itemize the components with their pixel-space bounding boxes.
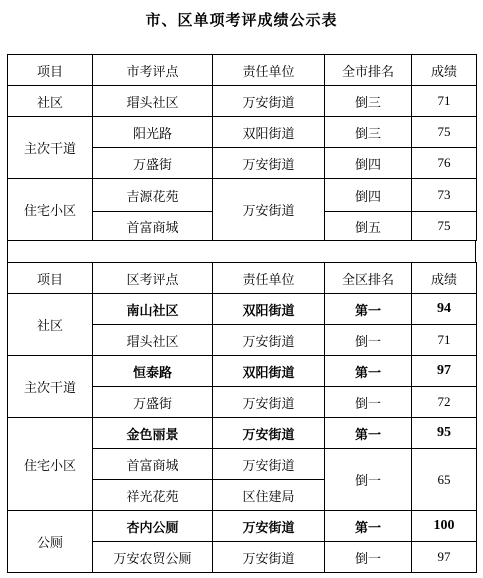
table-separator xyxy=(7,240,476,262)
point-cell: 杏内公厕 xyxy=(93,511,213,542)
point-cell: 万安农贸公厕 xyxy=(93,542,213,573)
unit-cell: 万安街道 xyxy=(213,418,325,449)
header-unit: 责任单位 xyxy=(213,263,325,294)
point-cell: 恒泰路 xyxy=(93,356,213,387)
unit-cell: 万安街道 xyxy=(213,148,325,179)
unit-cell: 双阳街道 xyxy=(213,294,325,325)
table-header-row xyxy=(8,263,477,294)
category-cell: 社区 xyxy=(8,86,93,117)
point-cell: 吉源花苑 xyxy=(93,179,213,212)
rank-cell: 倒四 xyxy=(325,148,412,179)
score-cell: 95 xyxy=(412,418,477,449)
table-row xyxy=(8,511,477,542)
point-cell: 首富商城 xyxy=(93,449,213,480)
score-cell: 71 xyxy=(412,86,477,117)
score-cell: 75 xyxy=(412,117,477,148)
unit-cell: 万安街道 xyxy=(213,86,325,117)
rank-cell: 倒四 xyxy=(325,179,412,212)
unit-cell: 万安街道 xyxy=(213,542,325,573)
header-category: 项目 xyxy=(8,55,93,86)
table-row xyxy=(8,356,477,387)
category-cell: 社区 xyxy=(8,294,93,356)
unit-cell: 万安街道 xyxy=(213,179,325,241)
unit-cell: 万安街道 xyxy=(213,511,325,542)
rank-cell: 倒三 xyxy=(325,86,412,117)
score-cell: 100 xyxy=(412,511,477,542)
point-cell: 首富商城 xyxy=(93,212,213,241)
category-cell: 主次干道 xyxy=(8,117,93,179)
unit-cell: 双阳街道 xyxy=(213,356,325,387)
unit-cell: 万安街道 xyxy=(213,449,325,480)
category-cell: 住宅小区 xyxy=(8,418,93,511)
district-ranking-table xyxy=(7,262,477,573)
point-cell: 瑁头社区 xyxy=(93,86,213,117)
header-unit: 责任单位 xyxy=(213,55,325,86)
score-cell: 97 xyxy=(412,542,477,573)
point-cell: 祥光花苑 xyxy=(93,480,213,511)
unit-cell: 区住建局 xyxy=(213,480,325,511)
score-cell: 75 xyxy=(412,212,477,241)
table-row xyxy=(8,86,477,117)
header-rank: 全区排名 xyxy=(325,263,412,294)
score-cell: 71 xyxy=(412,325,477,356)
rank-cell: 倒一 xyxy=(325,542,412,573)
rank-cell: 第一 xyxy=(325,511,412,542)
score-cell: 76 xyxy=(412,148,477,179)
category-cell: 主次干道 xyxy=(8,356,93,418)
header-score: 成绩 xyxy=(412,263,477,294)
category-cell: 公厕 xyxy=(8,511,93,573)
unit-cell: 双阳街道 xyxy=(213,117,325,148)
point-cell: 瑁头社区 xyxy=(93,325,213,356)
header-category: 项目 xyxy=(8,263,93,294)
rank-cell: 倒一 xyxy=(325,449,412,511)
point-cell: 阳光路 xyxy=(93,117,213,148)
city-ranking-table xyxy=(7,54,477,241)
point-cell: 南山社区 xyxy=(93,294,213,325)
page-title: 市、区单项考评成绩公示表 xyxy=(145,11,338,29)
header-score: 成绩 xyxy=(412,55,477,86)
point-cell: 金色丽景 xyxy=(93,418,213,449)
header-point: 市考评点 xyxy=(93,55,213,86)
table-row xyxy=(8,294,477,325)
table-row xyxy=(8,418,477,449)
rank-cell: 倒三 xyxy=(325,117,412,148)
unit-cell: 万安街道 xyxy=(213,325,325,356)
table-header-row xyxy=(8,55,477,86)
point-cell: 万盛街 xyxy=(93,387,213,418)
unit-cell: 万安街道 xyxy=(213,387,325,418)
category-cell: 住宅小区 xyxy=(8,179,93,241)
point-cell: 万盛街 xyxy=(93,148,213,179)
score-cell: 94 xyxy=(412,294,477,325)
header-rank: 全市排名 xyxy=(325,55,412,86)
rank-cell: 倒五 xyxy=(325,212,412,241)
rank-cell: 倒一 xyxy=(325,325,412,356)
rank-cell: 第一 xyxy=(325,356,412,387)
score-cell: 73 xyxy=(412,179,477,212)
rank-cell: 第一 xyxy=(325,418,412,449)
table-row xyxy=(8,179,477,212)
header-point: 区考评点 xyxy=(93,263,213,294)
rank-cell: 倒一 xyxy=(325,387,412,418)
score-cell: 65 xyxy=(412,449,477,511)
score-cell: 72 xyxy=(412,387,477,418)
table-row xyxy=(8,117,477,148)
score-cell: 97 xyxy=(412,356,477,387)
rank-cell: 第一 xyxy=(325,294,412,325)
